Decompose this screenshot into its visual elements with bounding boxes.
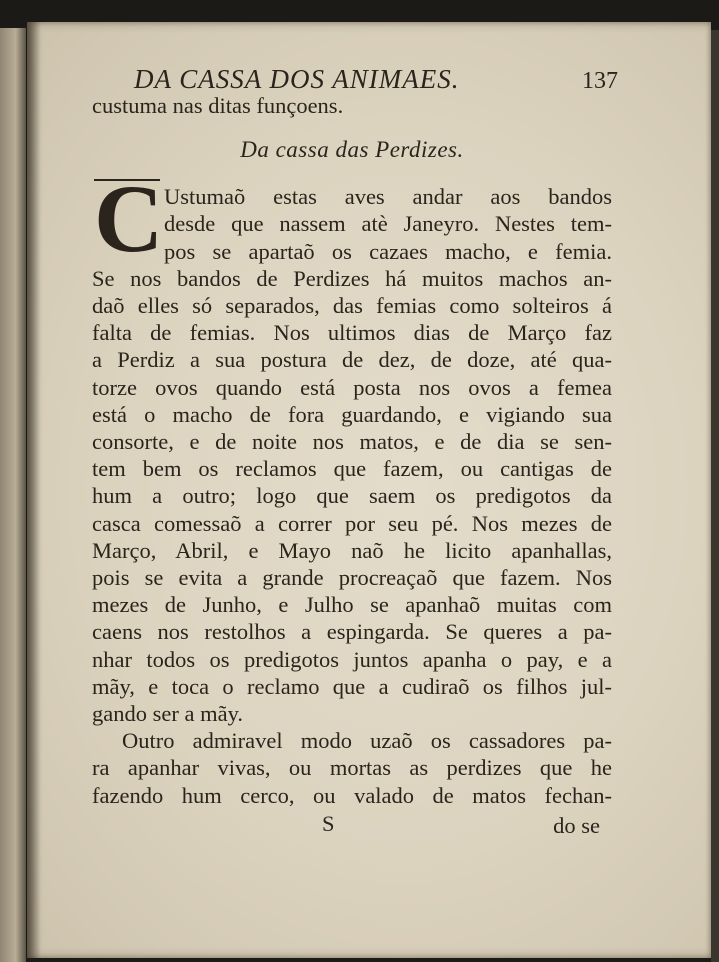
text-line: está o macho de fora guardando, e vigiando sua [92,401,612,427]
text-line: caens nos restolhos a espingarda. Se queres a pa- [92,619,612,645]
page-footer [92,809,612,839]
text-block [92,62,618,839]
text-line: desde que nassem atè Janeyro. Nestes tem- [164,211,612,237]
text-line: daõ elles só separados, das femias como solteiros á [92,293,612,319]
text-line: nhar todos os predigotos juntos apanha o pay, e a [92,646,612,672]
text-line: ra apanhar vivas, ou mortas as perdizes que he [92,755,612,781]
running-head [92,62,618,98]
section-heading: Da cassa das Perdizes. [240,137,464,163]
previous-page-edge [0,28,26,962]
text-line: Se nos bandos de Perdizes há muitos machos an- [92,265,612,291]
text-line: fazendo hum cerco, ou valado de matos fechan- [92,782,612,808]
paragraph-1 [92,165,612,727]
signature-mark: S [322,810,335,836]
text-line: tem bem os reclamos que fazem, ou cantigas de [92,456,612,482]
text-line: mezes de Junho, e Julho se apanhaõ muitas com [92,592,612,618]
text-line: hum a outro; logo que saem os predigotos da [92,483,612,509]
text-line: pos se apartaõ os cazaes macho, e femia. [164,238,612,264]
text-line: torze ovos quando está posta nos ovos a femea [92,374,612,400]
catchword: do se [553,812,600,838]
page-right-edge [711,30,719,962]
text-line: mãy, e toca o reclamo que a cudiraõ os filhos jul- [92,673,612,699]
running-head-title: DA CASSA DOS ANIMAES. [134,64,460,94]
text-line: Março, Abril, e Mayo naõ he licito apanhallas, [92,537,612,563]
text-line: falta de femias. Nos ultimos dias de Março faz [92,320,612,346]
text-line: Ustumaõ estas aves andar aos bandos [164,184,612,210]
text-line: Outro admiravel modo uzaõ os cassadores pa- [122,728,612,754]
carryover-line: custuma nas ditas funçoens. [92,93,344,118]
text-line: casca comessaõ a correr por seu pé. Nos mezes de [92,510,612,536]
text-line: pois se evita a grande procreaçaõ que fazem. Nos [92,565,612,591]
text-line: a Perdiz a sua postura de dez, de doze, até qua- [92,347,612,373]
spine-shadow [27,22,41,958]
page-number: 137 [582,68,618,94]
text-line: gando ser a mãy. [92,701,243,727]
drop-cap-initial: C [94,165,164,273]
text-line: consorte, e de noite nos matos, e de dia se sen- [92,429,612,455]
paragraph-2 [92,727,612,809]
